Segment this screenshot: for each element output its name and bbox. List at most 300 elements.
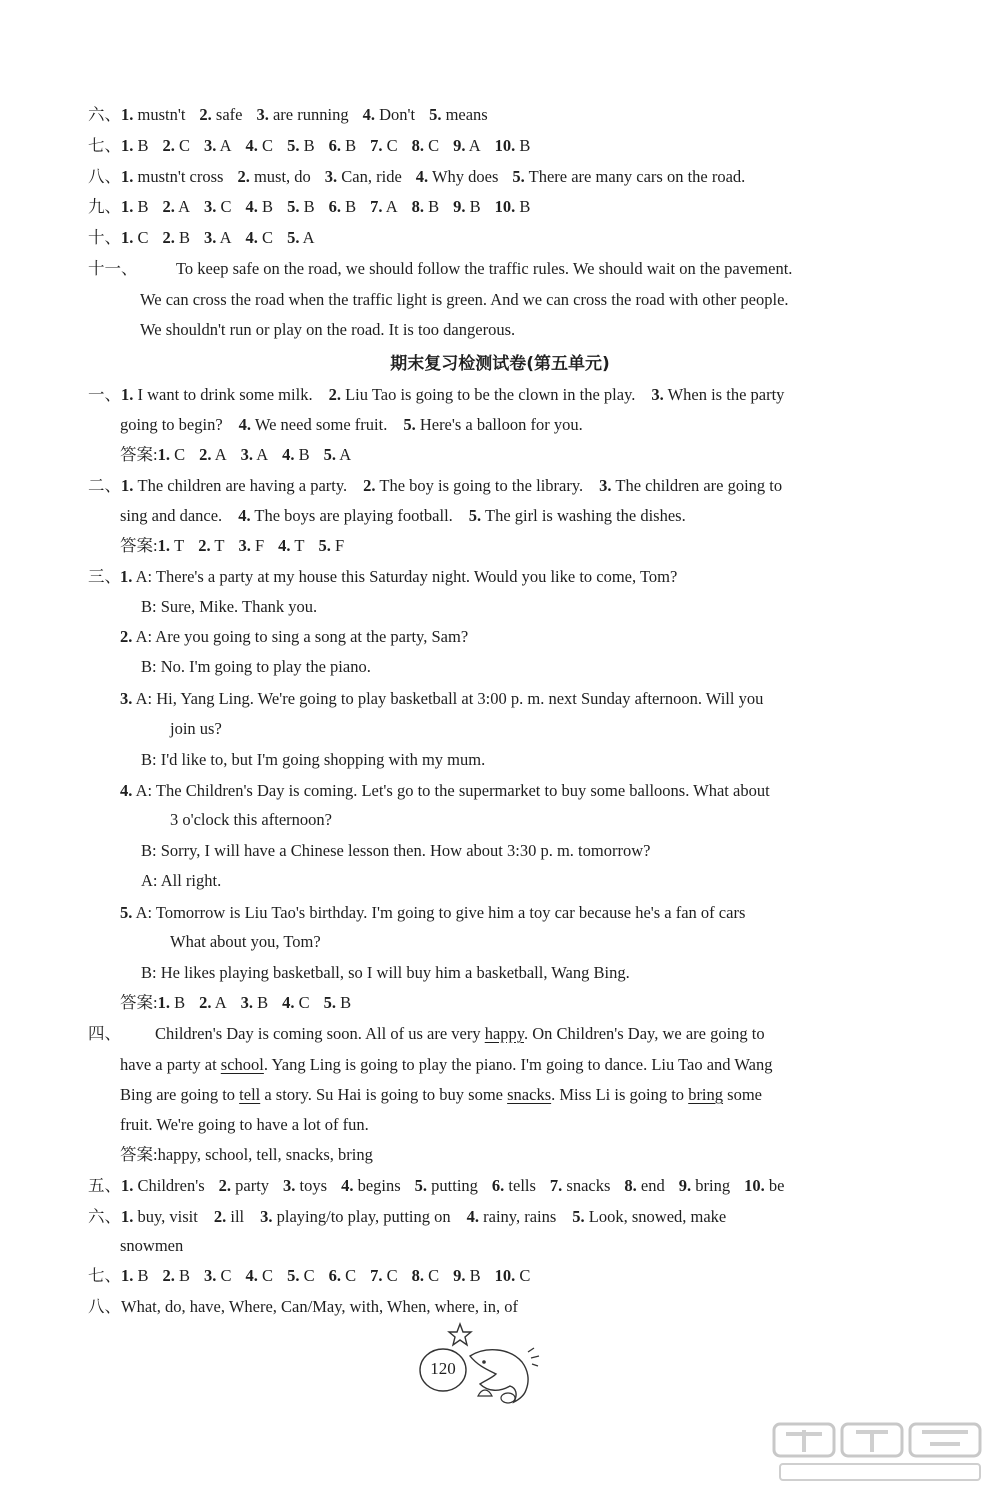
item-text: B: [257, 993, 269, 1012]
p3-dialog-5-reply: B: He likes playing basketball, so I will buy him a basketball, Wang Bing.: [141, 963, 630, 982]
s11-text-line: We can cross the road when the traffic light is green. And we can cross the road with other people.: [140, 290, 789, 309]
item-number: 1.: [121, 167, 134, 186]
p4-line3: Bing are going to tell a story. Su Hai is going to buy some snacks. Miss Li is going to bring some: [120, 1085, 762, 1104]
item-number: 1.: [157, 445, 170, 464]
item-number: 1.: [121, 1207, 134, 1226]
answer-item: [158, 993, 186, 1012]
item-text: C: [262, 1266, 274, 1285]
item-text: B: [174, 993, 186, 1012]
item-number: 2.: [237, 167, 250, 186]
item-text: B: [469, 1266, 481, 1285]
item-number: 3.: [240, 445, 253, 464]
item-number: 4.: [466, 1207, 479, 1226]
item-text: mustn't cross: [137, 167, 224, 186]
item-text: begins: [357, 1176, 401, 1195]
item-number: 2.: [199, 993, 212, 1012]
item-text: A: [339, 445, 352, 464]
item-text: The boy is going to the library.: [379, 476, 584, 495]
item-text: ill: [230, 1207, 245, 1226]
item-number: 2.: [162, 228, 175, 247]
item-number: 3.: [324, 167, 338, 186]
p2-sentence-list: [121, 476, 782, 495]
item-number: 9.: [678, 1176, 692, 1195]
p4-line1: Children's Day is coming soon. All of us are very happy. On Children's Day, we are going to: [155, 1024, 765, 1043]
item-text: be: [768, 1176, 785, 1195]
item-text: bring: [695, 1176, 731, 1195]
item-number: 9.: [453, 1266, 466, 1285]
item-number: 4.: [245, 136, 258, 155]
answer-item: [363, 476, 583, 495]
item-number: 5.: [572, 1207, 585, 1226]
item-text: C: [386, 136, 398, 155]
item-text: C: [386, 1266, 398, 1285]
item-number: 4.: [415, 167, 429, 186]
s11-label: 十一、: [88, 259, 138, 278]
item-text: B: [262, 197, 274, 216]
answer-item: [329, 1266, 357, 1285]
item-text: B: [345, 197, 357, 216]
p3-dialog-5: 5. A: Tomorrow is Liu Tao's birthday. I'm going to give him a toy car because he's a fan of cars: [120, 903, 746, 922]
item-text: playing/to play, putting on: [276, 1207, 451, 1226]
answer-item: [163, 197, 191, 216]
item-number: 5.: [403, 415, 416, 434]
item-number: 4.: [238, 506, 251, 525]
item-text: The boys are playing football.: [254, 506, 453, 525]
item-text: B: [179, 228, 191, 247]
answer-item: [453, 136, 481, 155]
answer-item: [412, 1266, 440, 1285]
answer-item: [199, 445, 227, 464]
answer-item: [278, 536, 304, 555]
answer-item: [744, 1176, 784, 1195]
item-text: B: [137, 1266, 149, 1285]
item-number: 5.: [287, 197, 300, 216]
watermark-logo-icon: [770, 1420, 995, 1486]
answer-item: [370, 197, 398, 216]
answer-item: [287, 136, 315, 155]
item-text: I want to drink some milk.: [137, 385, 313, 404]
p1-answers: 答案:1. C 2. A 3. A 4. B 5. A: [120, 445, 352, 464]
p7-answer-list: [121, 1266, 530, 1285]
item-text: B: [519, 136, 531, 155]
answer-item: [121, 197, 149, 216]
item-number: 7.: [370, 136, 383, 155]
answer-item: [282, 993, 310, 1012]
item-number: 2.: [198, 536, 211, 555]
p3-dialog-4: 4. A: The Children's Day is coming. Let's go to the supermarket to buy some balloons. What about: [120, 781, 770, 800]
answer-item: [121, 136, 149, 155]
answer-item: [572, 1207, 726, 1226]
answer-item: [318, 536, 344, 555]
item-number: 3.: [256, 105, 269, 124]
item-text: C: [137, 228, 149, 247]
section-title: 期末复习检测试卷(第五单元): [390, 354, 610, 374]
item-number: 2.: [162, 197, 175, 216]
p3-answers: 答案:1. B 2. A 3. B 4. C 5. B: [120, 993, 352, 1012]
p6-line: 六、1. buy, visit 2. ill 3. playing/to play, putting on 4. rainy, rains 5. Look, snowed, make: [88, 1207, 727, 1226]
item-text: The girl is washing the dishes.: [485, 506, 686, 525]
p2-line1: 二、1. The children are having a party. 2. The boy is going to the library. 3. The children are going to: [88, 476, 783, 495]
item-text: must, do: [253, 167, 311, 186]
item-number: 1.: [121, 1176, 134, 1195]
p4-fill-4: snacks: [507, 1085, 552, 1104]
answer-item: [429, 105, 488, 124]
answer-item: [287, 197, 315, 216]
item-number: 4.: [362, 105, 375, 124]
item-text: snacks: [566, 1176, 611, 1195]
item-number: 4.: [238, 415, 252, 434]
item-number: 9.: [453, 136, 466, 155]
item-text: buy, visit: [137, 1207, 198, 1226]
item-text: C: [428, 1266, 440, 1285]
item-text: There are many cars on the road.: [528, 167, 746, 186]
s7-answer-list: [121, 136, 530, 155]
item-text: B: [303, 136, 315, 155]
page-number: 120: [430, 1359, 456, 1378]
answer-item: [325, 167, 402, 186]
s9-line: 九、1. B 2. A 3. C 4. B 5. B 6. B 7. A 8. B 9. B 10. B: [88, 197, 531, 216]
p1-answer-list: [158, 445, 352, 464]
item-number: 5.: [429, 105, 442, 124]
item-text: The children are having a party.: [137, 476, 348, 495]
p3-dialog-4-reply: B: Sorry, I will have a Chinese lesson then. How about 3:30 p. m. tomorrow?: [141, 841, 651, 860]
p3-dialog-4-reply2: A: All right.: [141, 871, 222, 890]
s7-line: 七、1. B 2. C 3. A 4. C 5. B 6. B 7. C 8. C 9. A 10. B: [88, 136, 531, 155]
answer-item: [495, 1266, 531, 1285]
answer-item: [219, 1176, 269, 1195]
item-number: 3.: [651, 385, 664, 404]
answer-item: [324, 993, 352, 1012]
p2-sentence-list: [238, 506, 686, 525]
p3-dialog-4-cont: 3 o'clock this afternoon?: [170, 810, 332, 829]
answer-item: [370, 136, 398, 155]
answer-item: [163, 1266, 191, 1285]
answer-item: [246, 1266, 274, 1285]
s11-text-line: To keep safe on the road, we should follow the traffic rules. We should wait on the pavement.: [176, 259, 793, 278]
p7-line: 七、1. B 2. B 3. C 4. C 5. C 6. C 7. C 8. C 9. B 10. C: [88, 1266, 531, 1285]
item-number: 1.: [121, 228, 134, 247]
item-number: 2.: [218, 1176, 232, 1195]
answer-item: [198, 536, 224, 555]
answer-item: [512, 167, 745, 186]
item-text: B: [345, 136, 357, 155]
item-number: 7.: [549, 1176, 563, 1195]
item-text: B: [179, 1266, 191, 1285]
item-text: A: [385, 197, 398, 216]
answer-item: [467, 1207, 557, 1226]
item-text: When is the party: [667, 385, 785, 404]
item-number: 7.: [370, 1266, 383, 1285]
item-text: party: [235, 1176, 270, 1195]
item-number: 4.: [245, 228, 258, 247]
answer-item: [246, 228, 274, 247]
item-number: 5.: [414, 1176, 428, 1195]
answer-item: [412, 136, 440, 155]
item-text: We need some fruit.: [254, 415, 388, 434]
item-number: 6.: [328, 136, 341, 155]
item-number: 5.: [287, 1266, 300, 1285]
p3-dialog-3-cont: join us?: [170, 719, 222, 738]
item-number: 1.: [121, 197, 134, 216]
answer-item: [256, 105, 348, 124]
answer-item: [241, 445, 269, 464]
answer-item: [121, 476, 347, 495]
p8-line: 八、What, do, have, Where, Can/May, with, When, where, in, of: [88, 1297, 518, 1316]
item-text: T: [294, 536, 305, 555]
p6-answer-list: [121, 1207, 726, 1226]
item-text: means: [445, 105, 488, 124]
item-number: 2.: [162, 1266, 175, 1285]
answer-item: [158, 536, 185, 555]
answer-item: [121, 1176, 205, 1195]
item-text: Liu Tao is going to be the clown in the play.: [345, 385, 636, 404]
p5-answer-list: [121, 1176, 784, 1195]
answer-item: [121, 228, 149, 247]
item-text: C: [179, 136, 191, 155]
p2-answer-list: [158, 536, 345, 555]
answer-item: [403, 415, 582, 434]
p1-line1: 一、1. I want to drink some milk. 2. Liu Tao is going to be the clown in the play. 3. When is the party: [88, 385, 785, 404]
item-number: 2.: [162, 136, 175, 155]
item-number: 4.: [341, 1176, 354, 1195]
p4-fill-2: school: [220, 1055, 264, 1074]
item-number: 2.: [213, 1207, 227, 1226]
item-text: rainy, rains: [483, 1207, 557, 1226]
item-number: 6.: [328, 1266, 341, 1285]
answer-item: [415, 1176, 478, 1195]
answer-item: [453, 1266, 481, 1285]
p4-label: 四、: [88, 1024, 121, 1043]
item-number: 5.: [323, 993, 337, 1012]
answer-item: [121, 385, 313, 404]
p3-dialog-1: 1. A: There's a party at my house this Saturday night. Would you like to come, Tom?: [120, 567, 678, 586]
answer-item: [214, 1207, 244, 1226]
item-text: B: [519, 197, 531, 216]
s11-text-line: We shouldn't run or play on the road. It is too dangerous.: [140, 320, 516, 339]
answer-item: [238, 506, 453, 525]
s8-answer-list: [121, 167, 745, 186]
item-text: B: [469, 197, 481, 216]
item-number: 2.: [363, 476, 376, 495]
item-number: 3.: [283, 1176, 296, 1195]
item-number: 10.: [494, 136, 516, 155]
item-number: 3.: [204, 1266, 217, 1285]
item-text: B: [137, 197, 149, 216]
item-number: 8.: [411, 1266, 424, 1285]
answer-item: [121, 167, 223, 186]
item-text: tells: [508, 1176, 536, 1195]
item-number: 5.: [287, 228, 300, 247]
s9-answer-list: [121, 197, 530, 216]
answer-item: [416, 167, 499, 186]
item-number: 5.: [287, 136, 300, 155]
item-number: 9.: [453, 197, 466, 216]
s8-line: 八、1. mustn't cross 2. must, do 3. Can, ride 4. Why does 5. There are many cars on the road.: [88, 167, 746, 186]
item-number: 3.: [204, 197, 217, 216]
s6-line: 六、1. mustn't 2. safe 3. are running 4. Don't 5. means: [88, 105, 488, 124]
item-text: T: [174, 536, 185, 555]
item-number: 1.: [121, 385, 134, 404]
item-text: B: [303, 197, 315, 216]
item-text: Children's: [137, 1176, 205, 1195]
answer-item: [679, 1176, 730, 1195]
item-text: Look, snowed, make: [588, 1207, 727, 1226]
item-number: 2.: [199, 105, 212, 124]
item-number: 2.: [328, 385, 341, 404]
item-text: C: [303, 1266, 315, 1285]
item-text: A: [302, 228, 315, 247]
answer-item: [158, 445, 186, 464]
item-text: B: [298, 445, 310, 464]
p3-dialog-2: 2. A: Are you going to sing a song at the party, Sam?: [120, 627, 469, 646]
answer-item: [412, 197, 440, 216]
p3-answer-list: [158, 993, 352, 1012]
item-text: C: [220, 1266, 232, 1285]
p1-line2: going to begin? 4. We need some fruit. 5. Here's a balloon for you.: [120, 415, 583, 434]
item-number: 3.: [204, 136, 217, 155]
item-number: 4.: [245, 1266, 258, 1285]
item-number: 3.: [260, 1207, 273, 1226]
item-number: 4.: [245, 197, 258, 216]
answer-item: [492, 1176, 536, 1195]
item-number: 3.: [204, 228, 217, 247]
item-number: 6.: [328, 197, 341, 216]
answer-item: [199, 993, 227, 1012]
item-text: Don't: [379, 105, 416, 124]
answer-item: [329, 136, 357, 155]
answer-item: [121, 1207, 198, 1226]
item-text: A: [214, 993, 227, 1012]
answer-item: [453, 197, 481, 216]
item-text: C: [262, 228, 274, 247]
item-number: 5.: [512, 167, 525, 186]
item-number: 3.: [238, 536, 251, 555]
answer-item: [199, 105, 242, 124]
answer-item: [121, 105, 185, 124]
item-text: mustn't: [137, 105, 186, 124]
item-text: The children are going to: [615, 476, 783, 495]
item-text: T: [214, 536, 225, 555]
answer-item: [239, 415, 388, 434]
item-number: 4.: [282, 993, 295, 1012]
p5-line: 五、1. Children's 2. party 3. toys 4. begins 5. putting 6. tells 7. snacks 8. end 9. bring 10. be: [88, 1176, 785, 1195]
item-number: 5.: [468, 506, 482, 525]
item-text: Here's a balloon for you.: [419, 415, 583, 434]
p1-sentence-list: [239, 415, 583, 434]
p6-cont: snowmen: [120, 1236, 184, 1255]
item-number: 5.: [318, 536, 331, 555]
item-text: C: [220, 197, 232, 216]
p4-answers: 答案:happy, school, tell, snacks, bring: [120, 1145, 373, 1164]
item-number: 3.: [240, 993, 253, 1012]
answer-item: [121, 1266, 149, 1285]
answer-item: [370, 1266, 398, 1285]
item-number: 1.: [157, 536, 170, 555]
item-number: 10.: [744, 1176, 765, 1195]
answer-item: [204, 136, 232, 155]
answer-item: [599, 476, 782, 495]
item-number: 10.: [494, 1266, 516, 1285]
item-number: 10.: [494, 197, 516, 216]
item-number: 8.: [411, 197, 424, 216]
item-number: 4.: [278, 536, 291, 555]
item-text: A: [219, 136, 232, 155]
answer-item: [287, 1266, 315, 1285]
answer-item: [324, 445, 352, 464]
item-number: 1.: [121, 136, 134, 155]
item-text: B: [137, 136, 149, 155]
p1-sentence-list: [121, 385, 784, 404]
answer-item: [237, 167, 310, 186]
answer-item: [204, 1266, 232, 1285]
item-text: A: [256, 445, 269, 464]
answer-item: [651, 385, 784, 404]
s10-line: 十、1. C 2. B 3. A 4. C 5. A: [88, 228, 315, 247]
item-number: 7.: [370, 197, 383, 216]
item-text: end: [640, 1176, 665, 1195]
item-number: 6.: [491, 1176, 505, 1195]
item-text: B: [428, 197, 440, 216]
item-number: 4.: [282, 445, 295, 464]
item-number: 1.: [121, 1266, 134, 1285]
answer-item: [495, 136, 531, 155]
s10-answer-list: [121, 228, 315, 247]
p3-dialog-5-cont: What about you, Tom?: [170, 932, 321, 951]
s6-answer-list: [121, 105, 488, 124]
item-text: C: [262, 136, 274, 155]
p3-dialog-3: 3. A: Hi, Yang Ling. We're going to play basketball at 3:00 p. m. next Sunday afternoon. Will you: [120, 689, 764, 708]
item-text: toys: [299, 1176, 328, 1195]
item-text: A: [214, 445, 227, 464]
answer-item: [246, 197, 274, 216]
item-text: A: [468, 136, 481, 155]
p3-dialog-3-reply: B: I'd like to, but I'm going shopping with my mum.: [141, 750, 486, 769]
p3-dialog-1-reply: B: Sure, Mike. Thank you.: [141, 597, 318, 616]
item-text: are running: [272, 105, 349, 124]
answer-item: [495, 197, 531, 216]
item-text: F: [334, 536, 345, 555]
item-text: C: [345, 1266, 357, 1285]
item-number: 2.: [199, 445, 212, 464]
item-number: 8.: [624, 1176, 637, 1195]
answer-item: [241, 993, 269, 1012]
answer-item: [204, 228, 232, 247]
item-text: C: [519, 1266, 531, 1285]
answer-item: [163, 136, 191, 155]
answer-item: [260, 1207, 451, 1226]
answer-item: [469, 506, 686, 525]
answer-item: [287, 228, 315, 247]
item-number: 3.: [599, 476, 612, 495]
answer-item: [163, 228, 191, 247]
answer-item: [329, 197, 357, 216]
answer-item: [282, 445, 310, 464]
answer-item: [204, 197, 232, 216]
p4-line2: have a party at school. Yang Ling is going to play the piano. I'm going to dance. Liu Tao and Wang: [120, 1055, 773, 1074]
p4-fill-3: tell: [239, 1085, 261, 1104]
p4-line4: fruit. We're going to have a lot of fun.: [120, 1115, 369, 1134]
item-text: putting: [431, 1176, 478, 1195]
p3-dialog-2-reply: B: No. I'm going to play the piano.: [141, 657, 371, 676]
p4-fill-1: happy: [484, 1024, 524, 1043]
p2-answers: 答案:1. T 2. T 3. F 4. T 5. F: [120, 536, 345, 555]
answer-item: [246, 136, 274, 155]
item-text: Why does: [431, 167, 499, 186]
item-text: A: [178, 197, 191, 216]
answer-item: [341, 1176, 401, 1195]
item-text: B: [340, 993, 352, 1012]
item-number: 1.: [157, 993, 170, 1012]
